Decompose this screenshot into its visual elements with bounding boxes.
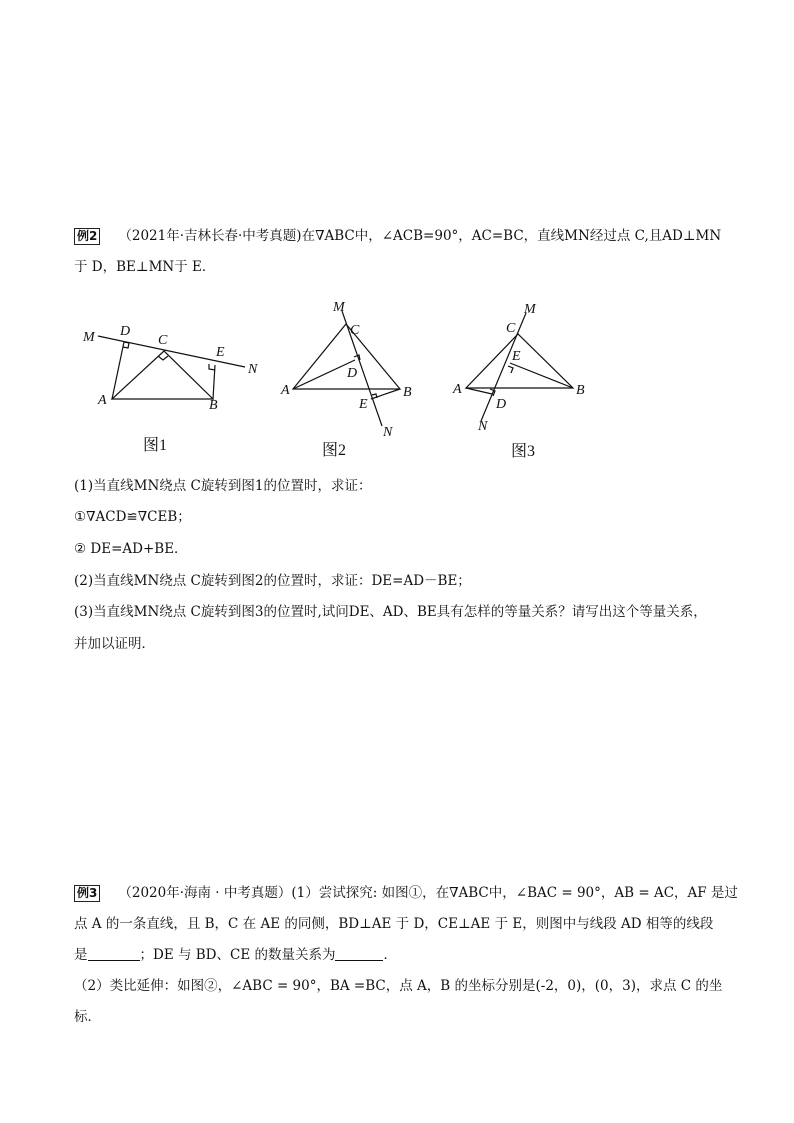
fig3-right-angle-e (508, 366, 513, 373)
fig2-label-b: B (403, 385, 412, 400)
fig1-triangle-abc (112, 351, 213, 399)
figure-3 (448, 296, 598, 436)
fig1-right-angle-c (158, 356, 168, 360)
figure-1 (78, 320, 268, 420)
example3-line1 (74, 883, 738, 903)
example2-line1 (74, 226, 721, 246)
answer-blank-2[interactable] (335, 946, 383, 961)
fig3-label-d: D (496, 397, 507, 412)
example3-line3 (74, 945, 397, 965)
fig3-ad (466, 388, 492, 394)
fig3-label-a: A (453, 382, 462, 397)
example3-line4: （2）类比延伸：如图②，∠ABC = 90°，BA =BC，点 A，B 的坐标分别是(-2，0)，(0，3)，求点 C 的坐 (74, 978, 723, 994)
fig2-label-e: E (359, 397, 368, 412)
example3-line2: 点 A 的一条直线，且 B，C 在 AE 的同侧，BD⊥AE 于 D，CE⊥AE 于 E，则图中与线段 AD 相等的线段 (74, 916, 714, 932)
fig1-label-m: M (83, 330, 95, 345)
example3-tag: 例3 (74, 885, 100, 902)
question-3-line1: (3)当直线MN绕点 C旋转到图3的位置时,试问DE、AD、BE具有怎样的等量关系？请写出这个等量关系， (74, 604, 707, 620)
answer-blank-1[interactable] (88, 946, 140, 961)
fig3-label-c: C (506, 321, 516, 336)
fig1-label-n: N (248, 362, 258, 377)
example2-line2: 于 D，BE⊥MN于 E． (74, 259, 216, 275)
fig3-caption: 图3 (511, 443, 536, 460)
fig1-ad (112, 342, 124, 399)
fig3-label-e: E (512, 349, 521, 364)
fig2-label-a: A (281, 383, 290, 398)
question-3-line2: 并加以证明． (74, 636, 155, 652)
fig3-be (510, 363, 573, 388)
example2-intro: （2021年·吉林长春·中考真题)在∇ABC中，∠ACB=90°，AC=BC，直线MN经过点 C,且AD⊥MN (118, 228, 722, 244)
fig1-label-c: C (158, 333, 168, 348)
fig3-label-b: B (576, 383, 585, 398)
figure-2 (275, 296, 430, 441)
example3-line3-middle: ；DE 与 BD、CE 的数量关系为 (139, 947, 336, 963)
fig3-label-n: N (478, 419, 488, 434)
fig1-label-d: D (120, 324, 131, 339)
example3-line3-end: ． (383, 947, 397, 963)
fig1-label-e: E (216, 345, 225, 360)
fig2-label-c: C (350, 323, 360, 338)
fig1-label-b: B (209, 398, 218, 413)
fig1-right-angle-e (209, 364, 215, 370)
example3-line3-start: 是 (74, 947, 88, 963)
fig2-label-d: D (347, 366, 358, 381)
question-1b: ② DE=AD+BE． (74, 541, 188, 557)
fig1-caption: 图1 (143, 437, 168, 454)
fig2-caption: 图2 (322, 442, 347, 459)
question-2: (2)当直线MN绕点 C旋转到图2的位置时，求证：DE=AD－BE； (74, 573, 471, 589)
fig1-label-a: A (98, 393, 107, 408)
question-1: (1)当直线MN绕点 C旋转到图1的位置时，求证： (74, 478, 372, 494)
fig2-label-n: N (383, 425, 393, 440)
fig2-ad (293, 360, 358, 389)
example3-line5: 标． (74, 1009, 101, 1025)
question-1a: ①∇ACD≌∇CEB； (74, 509, 191, 525)
example2-tag: 例2 (74, 228, 100, 245)
fig2-label-m: M (333, 300, 345, 315)
example3-intro: （2020年·海南 · 中考真题）(1）尝试探究: 如图①，在∇ABC中，∠BAC = 90°，AB = AC，AF 是过 (118, 885, 738, 901)
fig3-label-m: M (524, 302, 536, 317)
